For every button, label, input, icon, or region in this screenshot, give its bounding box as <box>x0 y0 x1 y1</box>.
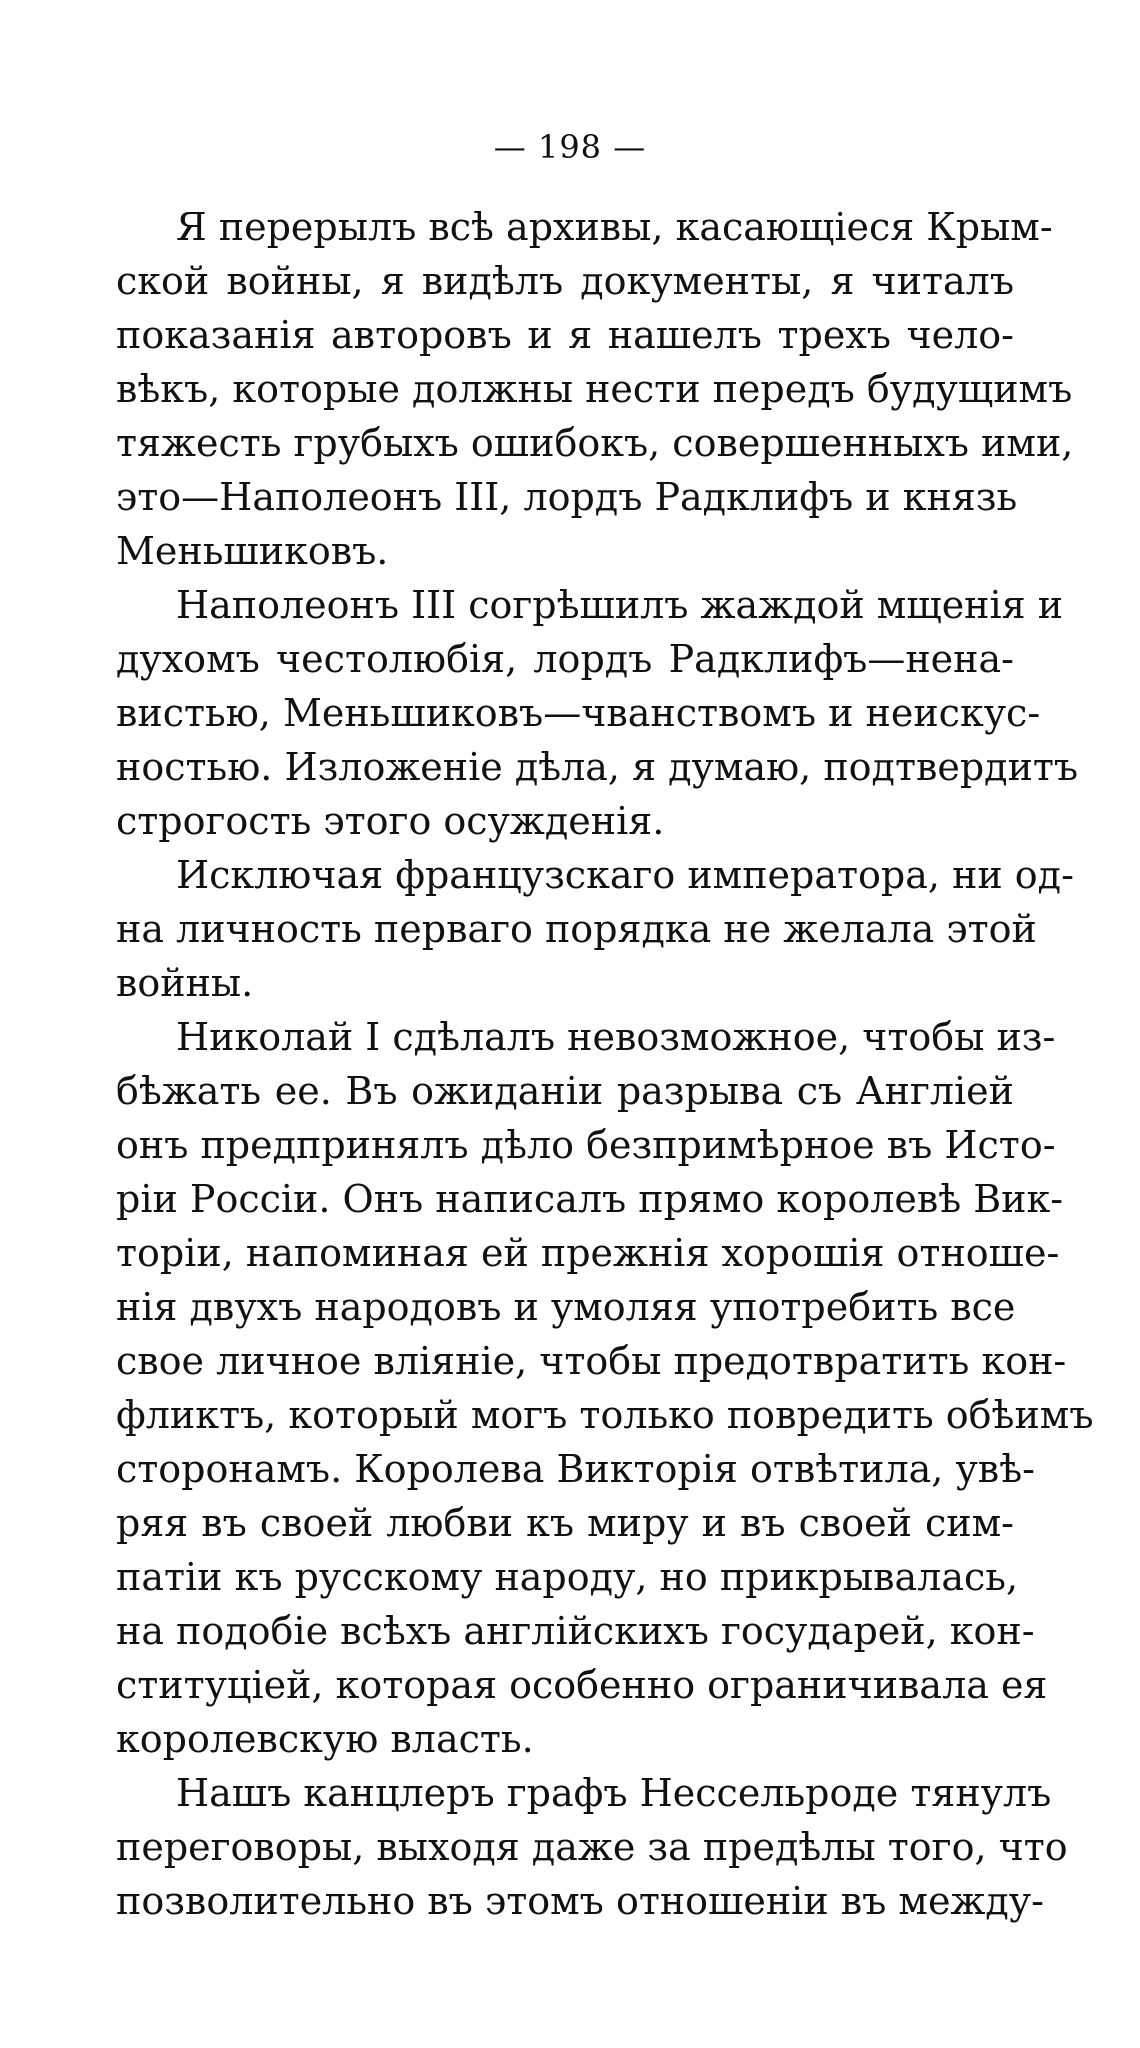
text-line: позволительно въ этомъ отношеніи въ между- <box>116 1879 1044 1923</box>
paragraph <box>116 578 1079 848</box>
text-line: на подобіе всѣхъ англійскихъ государей, кон- <box>116 1609 1035 1653</box>
text-line: ституціей, которая особенно ограничивала ея <box>116 1663 1048 1707</box>
text-line: фликтъ, который могъ только повредить обѣимъ <box>116 1393 1094 1437</box>
text-line: Исключая французскаго императора, ни од- <box>176 853 1074 897</box>
text-line: тяжесть грубыхъ ошибокъ, совершенныхъ ими, <box>116 421 1074 465</box>
text-line: духомъ честолюбія, лордъ Радклифъ—нена- <box>116 637 1014 681</box>
paragraph <box>116 1010 1094 1766</box>
text-line: патіи къ русскому народу, но прикрывалась, <box>116 1555 1019 1599</box>
text-line: ріи Россіи. Онъ написалъ прямо королевѣ Вик- <box>116 1177 1064 1221</box>
text-line: строгость этого осужденія. <box>116 799 665 843</box>
text-line: вѣкъ, которые должны нести передъ будущимъ <box>116 367 1073 411</box>
text-line: Я перерылъ всѣ архивы, касающіеся Крым- <box>176 205 1053 249</box>
text-line: торіи, напоминая ей прежнія хорошія отноше- <box>116 1231 1060 1275</box>
page-number: — 198 — <box>493 128 647 166</box>
text-line: бѣжать ее. Въ ожиданіи разрыва съ Англіей <box>116 1069 1014 1113</box>
text-line: сторонамъ. Королева Викторія отвѣтила, увѣ- <box>116 1447 1035 1491</box>
text-line: ностью. Изложеніе дѣла, я думаю, подтвердитъ <box>116 745 1079 789</box>
paragraph <box>116 848 1074 1010</box>
text-line: онъ предпринялъ дѣло безпримѣрное въ Исто- <box>116 1123 1056 1167</box>
text-line: ской войны, я видѣлъ документы, я читалъ <box>116 259 1014 303</box>
paragraph <box>116 1766 1068 1928</box>
text-line: нія двухъ народовъ и умоляя употребить все <box>116 1285 1016 1329</box>
text-line: ряя въ своей любви къ миру и въ своей сим- <box>116 1501 1014 1545</box>
text-line: Николай I сдѣлалъ невозможное, чтобы из- <box>176 1015 1056 1059</box>
text-line: на личность перваго порядка не желала этой <box>116 907 1037 951</box>
text-line: переговоры, выходя даже за предѣлы того, что <box>116 1825 1068 1869</box>
text-line: показанія авторовъ и я нашелъ трехъ чело- <box>116 313 1014 357</box>
page-text <box>116 200 1094 1928</box>
text-line: вистью, Меньшиковъ—чванствомъ и неискус- <box>116 691 1041 735</box>
text-line: это—Наполеонъ III, лордъ Радклифъ и князь <box>116 475 1018 519</box>
text-line: Нашъ канцлеръ графъ Нессельроде тянулъ <box>176 1771 1052 1815</box>
text-line: войны. <box>116 961 254 1005</box>
text-line: Наполеонъ III согрѣшилъ жаждой мщенія и <box>176 583 1064 627</box>
paragraph <box>116 200 1074 578</box>
text-line: Меньшиковъ. <box>116 529 389 573</box>
text-line: королевскую власть. <box>116 1717 534 1761</box>
text-line: свое личное вліяніе, чтобы предотвратить кон- <box>116 1339 1067 1383</box>
